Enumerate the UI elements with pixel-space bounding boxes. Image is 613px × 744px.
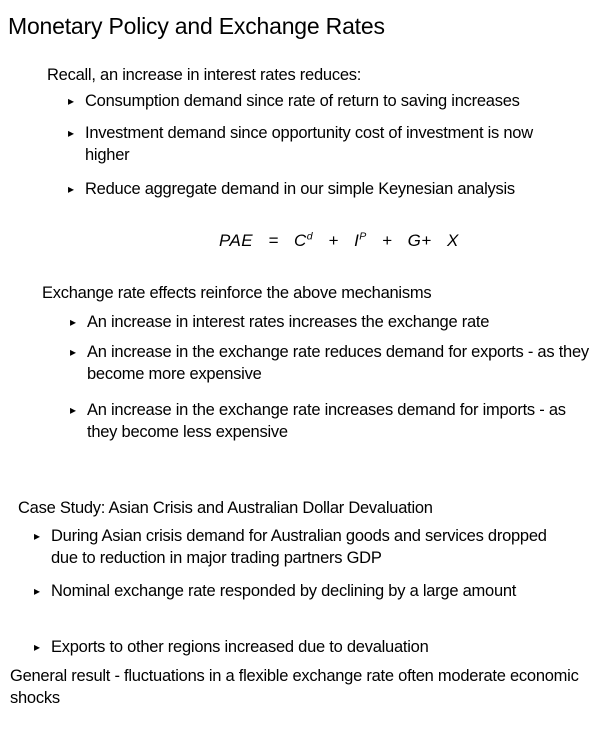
- list-item-label: During Asian crisis demand for Australian goods and services dropped due to reduction in major trading partners GDP: [51, 527, 547, 567]
- list-item: [34, 636, 574, 658]
- equation-equals: =: [268, 231, 279, 250]
- list-item: [68, 90, 598, 112]
- interest-rates-lead: Recall, an increase in interest rates reduces:: [47, 66, 362, 84]
- equation-term-exports: X: [447, 231, 459, 250]
- planned-aggregate-expenditure-equation: [219, 231, 459, 251]
- case-study-heading: Case Study: Asian Crisis and Australian Dollar Devaluation: [18, 499, 433, 517]
- equation-term-government: G+: [407, 231, 432, 250]
- triangle-bullet-icon: ▸: [34, 640, 40, 654]
- list-item-label: An increase in interest rates increases the exchange rate: [87, 313, 490, 331]
- equation-term-consumption: C: [294, 231, 307, 250]
- triangle-bullet-icon: ▸: [68, 182, 74, 196]
- general-result-conclusion: General result - fluctuations in a flexible exchange rate often moderate economic shocks: [10, 667, 579, 707]
- list-item-label: Nominal exchange rate responded by declining by a large amount: [51, 582, 517, 600]
- triangle-bullet-icon: ▸: [68, 126, 74, 140]
- list-item: [68, 178, 598, 200]
- list-item: [70, 399, 600, 443]
- list-item: [70, 311, 590, 333]
- list-item-label: An increase in the exchange rate increases demand for imports - as they become less expensive: [87, 401, 566, 441]
- list-item-label: Reduce aggregate demand in our simple Keynesian analysis: [85, 180, 515, 198]
- triangle-bullet-icon: ▸: [68, 94, 74, 108]
- list-item: [34, 525, 574, 569]
- list-item: [34, 580, 544, 602]
- triangle-bullet-icon: ▸: [34, 529, 40, 543]
- equation-term-investment: I: [354, 231, 360, 250]
- list-item-label: Consumption demand since rate of return to saving increases: [85, 92, 520, 110]
- triangle-bullet-icon: ▸: [70, 345, 76, 359]
- list-item: [70, 341, 594, 385]
- triangle-bullet-icon: ▸: [34, 584, 40, 598]
- equation-lhs: PAE: [219, 231, 253, 250]
- equation-term-consumption-sup: d: [306, 230, 313, 243]
- page-title: Monetary Policy and Exchange Rates: [8, 13, 385, 39]
- equation-term-investment-sup: P: [359, 230, 367, 243]
- list-item-label: An increase in the exchange rate reduces demand for exports - as they become more expensive: [87, 343, 589, 383]
- equation-plus-1: +: [328, 231, 339, 250]
- triangle-bullet-icon: ▸: [70, 315, 76, 329]
- list-item-label: Exports to other regions increased due to devaluation: [51, 638, 429, 656]
- exchange-rate-lead: Exchange rate effects reinforce the above mechanisms: [42, 284, 432, 302]
- equation-plus-2: +: [381, 231, 393, 250]
- list-item: [68, 122, 580, 166]
- list-item-label: Investment demand since opportunity cost of investment is now higher: [85, 124, 533, 164]
- triangle-bullet-icon: ▸: [70, 403, 76, 417]
